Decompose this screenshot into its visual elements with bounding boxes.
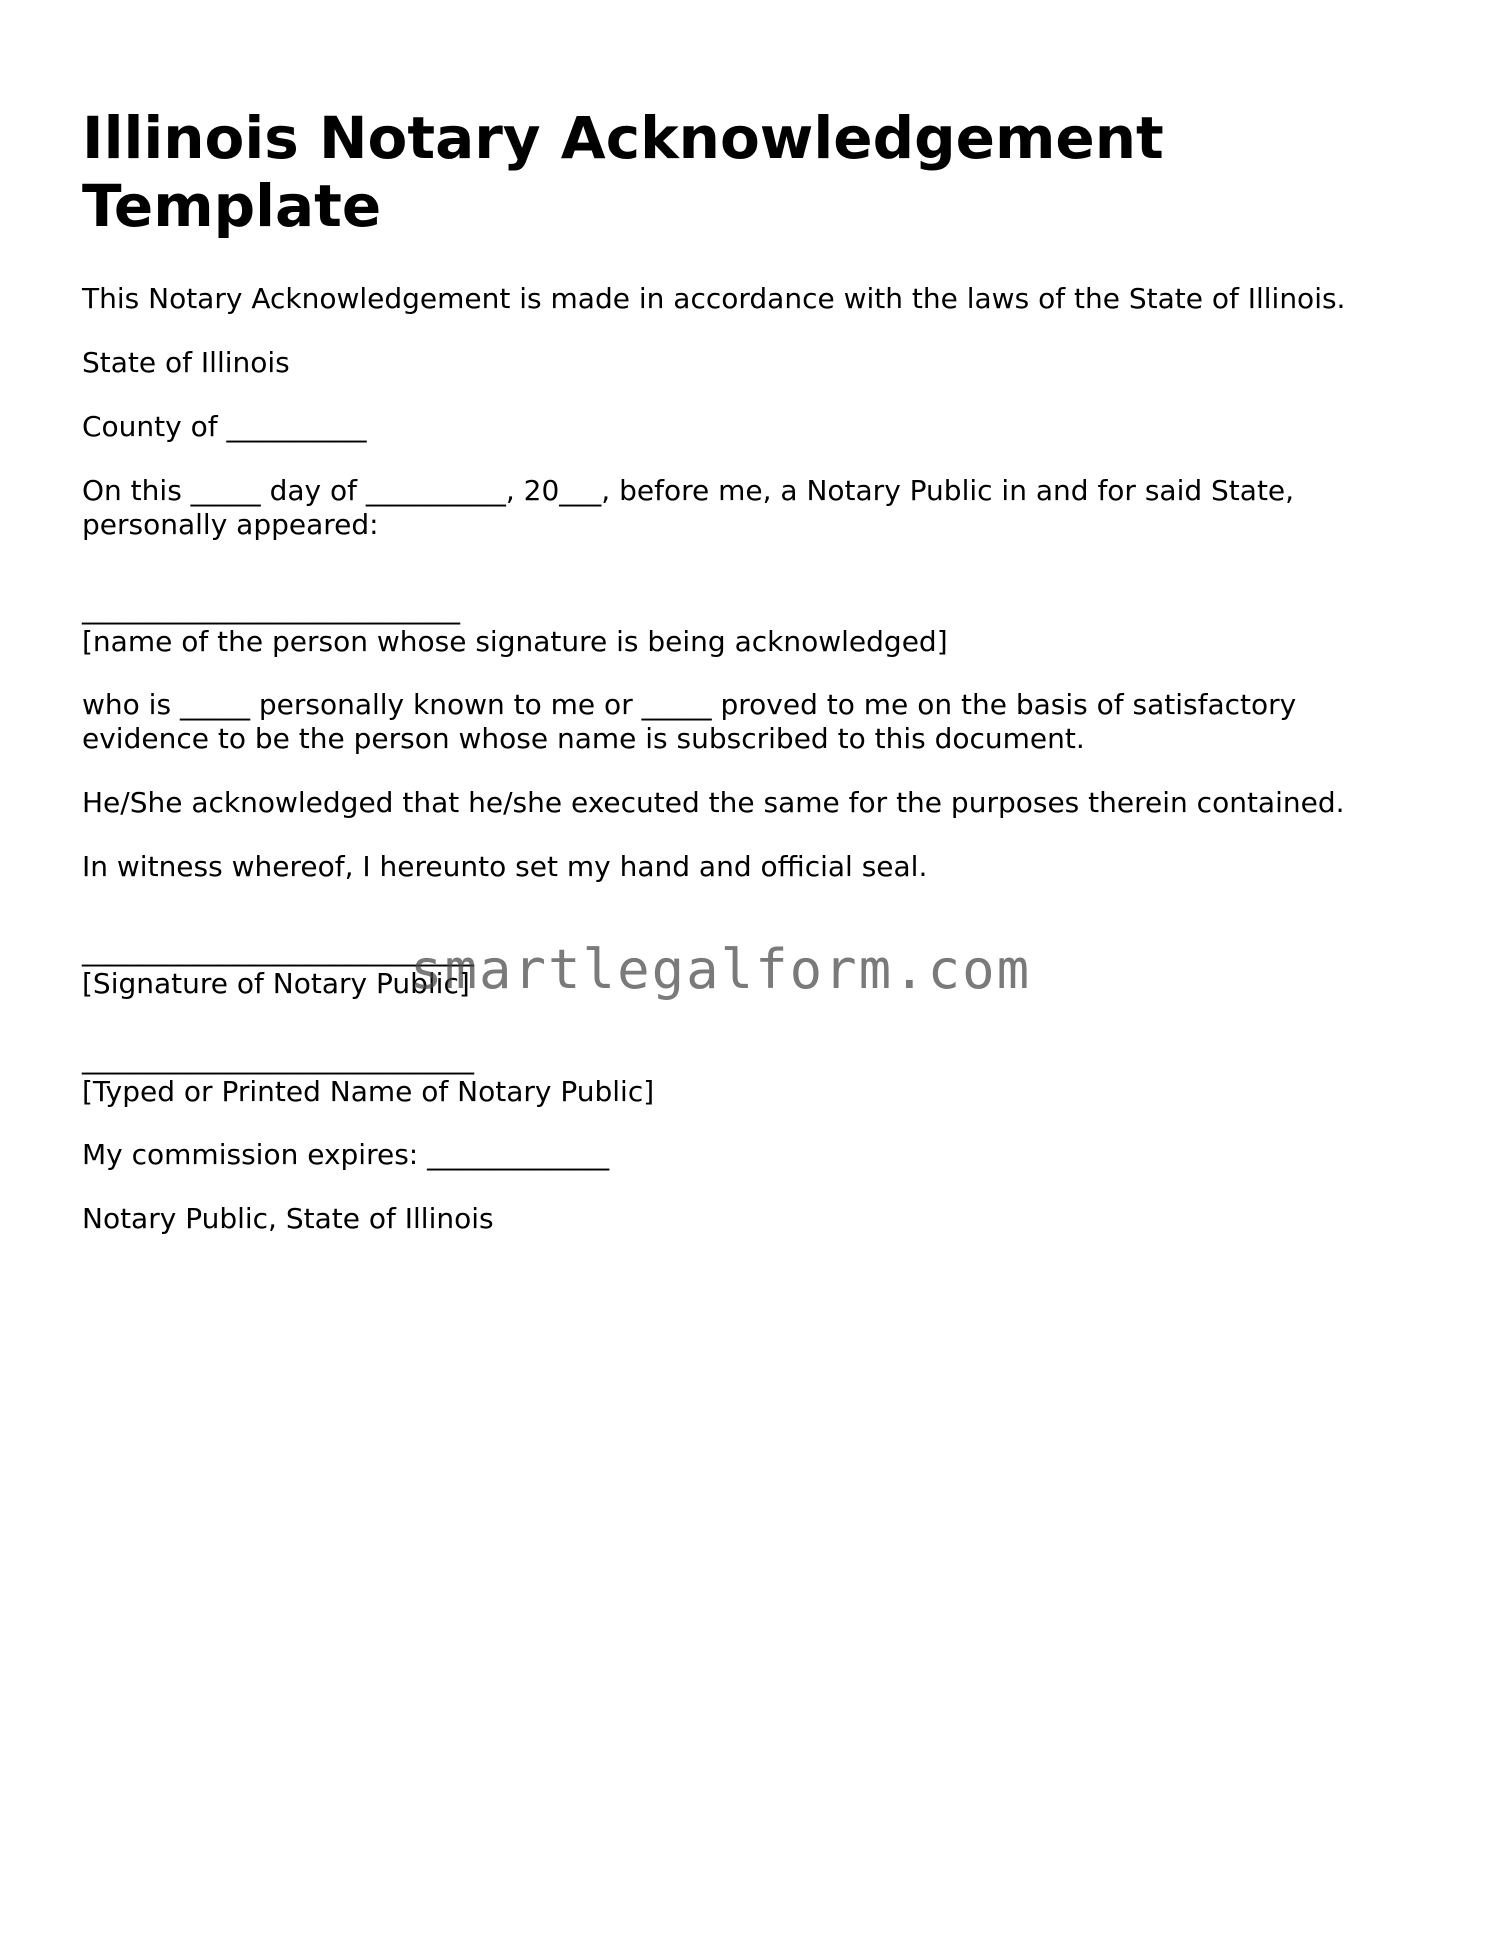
person-signature-caption: [name of the person whose signature is being acknowledged]	[82, 625, 948, 658]
commission-line: My commission expires: _____________	[82, 1138, 610, 1171]
notary-name-line: ____________________________	[82, 1042, 474, 1075]
watermark-text: smartlegalform.com	[410, 938, 1032, 1001]
notary-signature-caption: [Signature of Notary Public]	[82, 967, 470, 1000]
person-signature-line: ___________________________	[82, 592, 460, 625]
witness-paragraph: In witness whereof, I hereunto set my hand and official seal.	[82, 850, 928, 883]
appearance-paragraph: On this _____ day of __________, 20___, before me, a Notary Public in and for said State, personally appeared:	[82, 474, 1295, 541]
document-title: Illinois Notary Acknowledgement Template	[82, 104, 1164, 240]
intro-paragraph: This Notary Acknowledgement is made in accordance with the laws of the State of Illinois.	[82, 282, 1346, 315]
notary-signature-line: ____________________________	[82, 934, 474, 967]
notary-footer-line: Notary Public, State of Illinois	[82, 1202, 494, 1235]
state-line: State of Illinois	[82, 346, 290, 379]
acknowledgement-paragraph: He/She acknowledged that he/she executed the same for the purposes therein contained.	[82, 786, 1345, 819]
notary-name-caption: [Typed or Printed Name of Notary Public]	[82, 1075, 655, 1108]
person-signature-block	[82, 592, 1422, 658]
county-line: County of __________	[82, 410, 367, 443]
document-page	[82, 104, 1422, 1266]
notary-name-block	[82, 1042, 1422, 1108]
identification-paragraph: who is _____ personally known to me or _____ proved to me on the basis of satisfactory evidence to be the person whose name is subscribed to this document.	[82, 688, 1297, 755]
